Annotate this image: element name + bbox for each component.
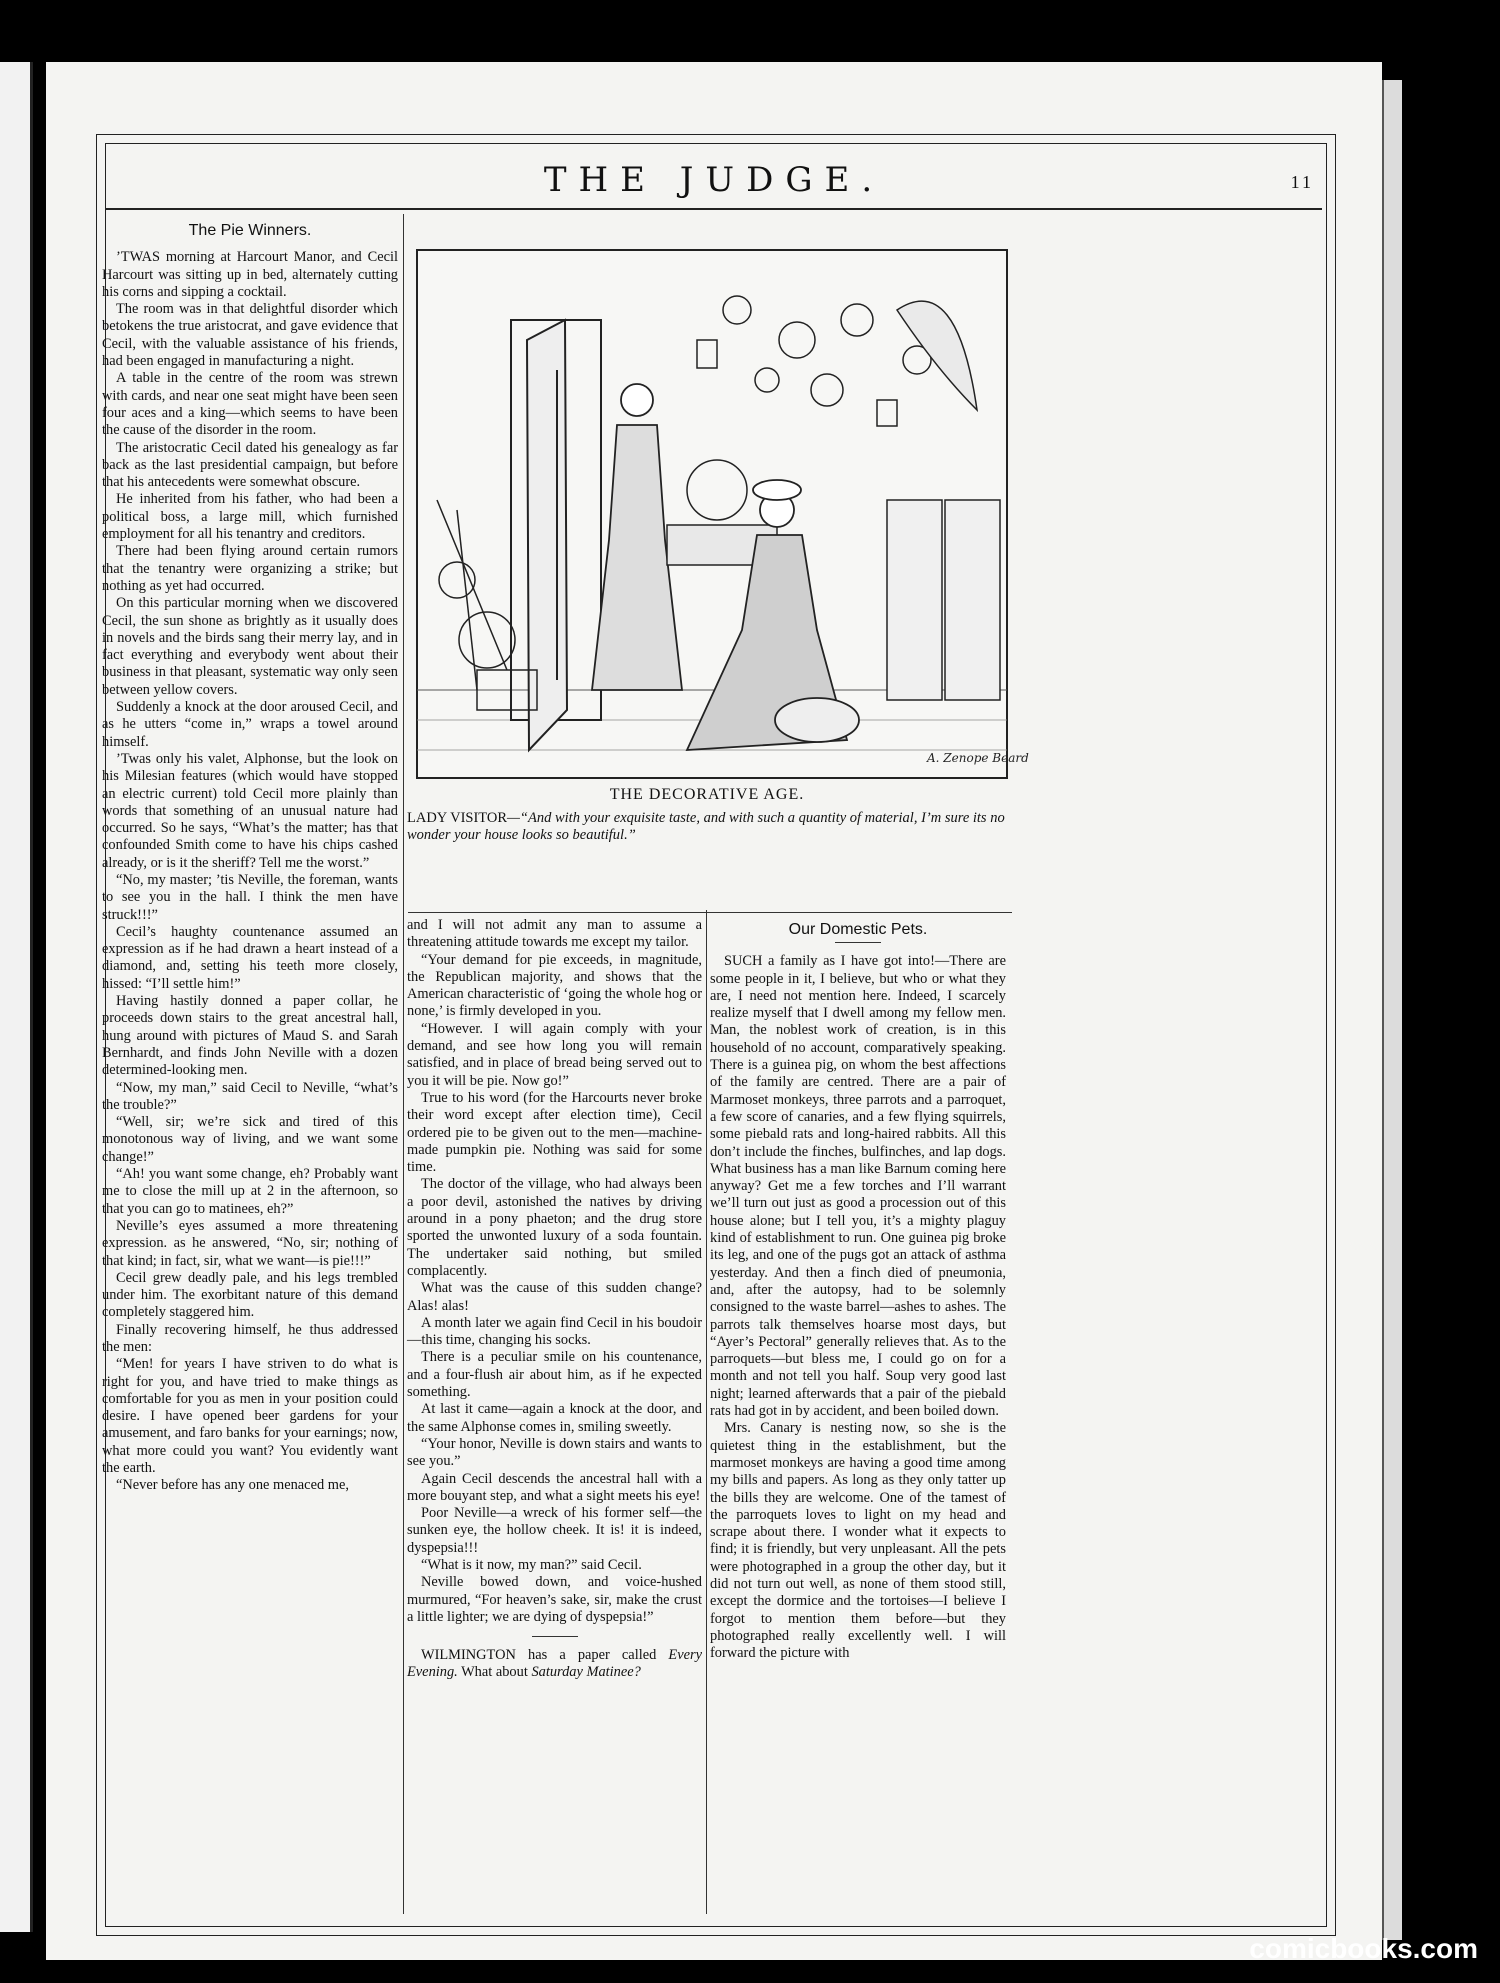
paragraph: “Now, my man,” said Cecil to Neville, “what’s the trouble?” [102, 1079, 398, 1113]
paragraph: ’Twas only his valet, Alphonse, but the look on his Milesian features (which would have stopped an electric current) told Cecil more plainly than words that something of an unusual nature had occurred. So he says, “What’s the matter; has that confounded Smith come to have his chips cashed already, or is it the sheriff? Tell me the worst.” [102, 750, 398, 871]
adjacent-page-edge [0, 62, 33, 1932]
paragraph: He inherited from his father, who had been a political boss, a large mill, which furnished employment for all his tenantry and creditors. [102, 491, 398, 543]
paragraph: “Never before has any one menaced me, [116, 1477, 349, 1494]
article-title: The Pie Winners. [188, 222, 312, 239]
title-rule [835, 942, 881, 943]
paragraph: Cecil’s haughty countenance assumed an expression as if he had drawn a heart instead of a diamond, and, setting his teeth more closely, hissed: “I’ll settle him!” [102, 923, 398, 992]
article-title: Our Domestic Pets. [788, 921, 928, 938]
paragraph: Having hastily donned a paper collar, he proceeds down stairs to the great ancestral hall, hung around with pictures of Maud S. and Sarah Bernhardt, and finds John Neville with a dozen determined-looking men. [102, 993, 398, 1079]
paragraph: A table in the centre of the room was strewn with cards, and near one seat might have been seen four aces and a king—which seems to have been the cause of the disorder in the room. [102, 370, 398, 439]
paragraph: At last it came—again a knock at the door, and the same Alphonse comes in, smiling sweetly. [407, 1401, 702, 1435]
wilmington-text: What about [461, 1664, 528, 1681]
paragraph: There is a peculiar smile on his countenance, and a four-flush air about him, as if he expected something. [407, 1349, 702, 1401]
paragraph: What was the cause of this sudden change? Alas! alas! [407, 1280, 702, 1314]
paragraph: Neville’s eyes assumed a more threatening expression. as he answered, “No, sir; nothing of that kind; in fact, sir, what we want—is pie!!!” [102, 1217, 398, 1269]
pie-winners-continuation [407, 917, 702, 1682]
page-stack-edge [1382, 80, 1402, 1940]
paragraph: “What is it now, my man?” said Cecil. [421, 1556, 642, 1573]
paragraph: Suddenly a knock at the door aroused Cecil, and as he utters “come in,” wraps a towel around himself. [102, 699, 398, 750]
paragraph: A month later we again find Cecil in his boudoir—this time, changing his socks. [407, 1314, 702, 1349]
paragraph: The room was in that delightful disorder which betokens the true aristocrat, and gave evidence that Cecil, with the valuable assistance of his friends, had been engaged in manufacturing a night. [102, 301, 398, 370]
paragraph: True to his word (for the Harcourts never broke their word except after election time), Cecil ordered pie to be given out to the men—machine-made pumpkin pie. Nothing was said for some time. [407, 1089, 702, 1176]
paragraph: “Men! for years I have striven to do what is right for you, and have tried to make things as comfortable for you as men in your position could desire. I have opened beer gardens for your amusement, and faro banks for your earnings; now, what more could you want? You evidently want the earth. [102, 1356, 398, 1477]
paragraph: ’TWAS morning at Harcourt Manor, and Cecil Harcourt was sitting up in bed, alternately cutting his corns and sipping a cocktail. [102, 249, 398, 300]
paper-name: Every Evening. [407, 1647, 702, 1681]
artist-signature: A. Zenope Beard [927, 751, 1029, 765]
paragraph: Cecil grew deadly pale, and his legs trembled under him. The exorbitant nature of this demand completely staggered him. [102, 1269, 398, 1321]
section-rule [532, 1636, 578, 1637]
illustration-rule [408, 912, 1012, 913]
domestic-pets-article [710, 917, 1006, 1662]
caption-quote: —“And with your exquisite taste, and with such a quantity of material, I’m sure its no wonder your house looks so beautiful.” [407, 810, 1005, 843]
masthead: THE JUDGE. [543, 160, 885, 200]
paragraph: There had been flying around certain rumors that the tenantry were organizing a strike; but nothing as yet had occurred. [102, 543, 398, 594]
illustration-caption [407, 810, 1007, 844]
column-divider [403, 214, 404, 1914]
paragraph: On this particular morning when we discovered Cecil, the sun shone as brightly as it usually does in novels and the birds sang their merry lay, and in fact everything and everybody went about their business in that pleasant, systematic way only seen between yellow covers. [102, 595, 398, 698]
caption-speaker: LADY VISITOR [407, 810, 508, 826]
paragraph: Mrs. Canary is nesting now, so she is the quietest thing in the establishment, but the marmoset monkeys are having a good time among my bills and papers. As long as they only tatter up the bills they are welcome. One of the tamest of the parroquets loves to light on my head and scrape about there. I wonder what it expects to find; it is friendly, but very unpleasant. All the pets were photographed in a group the other day, but it did not turn out well, as none of them stood still, except the dormice and the tortoises—I believe I forgot to mention them before—but they photographed really excellently well. I will forward the picture with [710, 1420, 1006, 1662]
site-watermark: comicbooks.com [1249, 1933, 1478, 1964]
paragraph: “However. I will again comply with your demand, and see how long you will remain satisfied, and in place of bread being served out to you it will be pie. Now go!” [407, 1020, 702, 1089]
illustration-title: THE DECORATIVE AGE. [609, 786, 805, 803]
column-divider [706, 910, 707, 1914]
paragraph: The doctor of the village, who had always been a poor devil, astonished the natives by driving around in a pony phaeton; and the drug store sported the unwonted luxury of a soda fountain. The undertaker said nothing, but smiled complacently. [407, 1176, 702, 1279]
paper-name: Saturday Matinee? [531, 1664, 641, 1681]
paragraph: Neville bowed down, and voice-hushed murmured, “For heaven’s sake, sir, make the crust a little lighter; we are dying of dyspepsia!” [407, 1574, 702, 1625]
page-number: 11 [1290, 172, 1314, 192]
wilmington-note [407, 1647, 702, 1682]
paragraph: Finally recovering himself, he thus addressed the men: [102, 1321, 398, 1355]
wilmington-lead: WILMINGTON [421, 1647, 516, 1664]
paragraph: “No, my master; ’tis Neville, the foreman, wants to see you in the hall. I think the men have struck!!!” [102, 871, 398, 923]
pie-winners-article [102, 218, 398, 1495]
paragraph: Again Cecil descends the ancestral hall with a more bouyant step, and what a sight meets his eye! [407, 1470, 702, 1504]
page-content [46, 62, 1382, 1960]
paragraph: “Your demand for pie exceeds, in magnitude, the Republican majority, and shows that the American characteristic of ‘going the whole hog or none,’ is firmly developed in you. [407, 951, 702, 1020]
masthead-rule [106, 208, 1322, 210]
paragraph: “Well, sir; we’re sick and tired of this monotonous way of living, and we want some change!” [102, 1114, 398, 1165]
paragraph: and I will not admit any man to assume a threatening attitude towards me except my tailor. [407, 917, 702, 951]
paragraph: The aristocratic Cecil dated his genealogy as far back as the last presidential campaign, but before that his antecedents were somewhat obscure. [102, 439, 398, 491]
wilmington-text: has a paper called [528, 1647, 657, 1664]
paragraph: SUCH a family as I have got into!—There are some people in it, I believe, but who or what they are, I need not mention here. Indeed, I scarcely realize myself that I dwell among my fellow men. Man, the noblest work of creation, is in this household of no account, comparatively speaking. There is a guinea pig, on whom the best affections of the family are centred. There are a pair of Marmoset monkeys, three parrots and a parroquet, a few score of canaries, and a few flying squirrels, some piebald rats and long-haired rabbits. All this don’t include the finches, bulfinches, and lap dogs. What business has a man like Barnum coming here anyway? Get me a few torches and I’ll warrant we’ll turn out just as good a procession out of this house alone; but I tell you, it’s a mighty plaguy kind of establishment to run. One guinea pig broke its leg, and one of the pugs got an attack of asthma yesterday. And then a finch died of pneumonia, and, after the autopsy, had to be solemnly consigned to the waste barrel—ashes to ashes. The parrots talk themselves hoarse most days, but “Ayer’s Pectoral” generally relieves that. As to the parroquets—but bless me, I could go on for a month and not tell you half. Soup very good last night; learned afterwards that a pair of the piebald rats had got in by accident, and been boiled down. [710, 953, 1006, 1420]
decorative-age-illustration [417, 250, 1029, 778]
paragraph: “Your honor, Neville is down stairs and wants to see you.” [407, 1435, 702, 1470]
paragraph: Poor Neville—a wreck of his former self—the sunken eye, the hollow cheek. It is! it is indeed, dyspepsia!!! [407, 1505, 702, 1556]
paragraph: “Ah! you want some change, eh? Probably want me to close the mill up at 2 in the afternoon, so that you can go to matinees, eh?” [102, 1166, 398, 1217]
